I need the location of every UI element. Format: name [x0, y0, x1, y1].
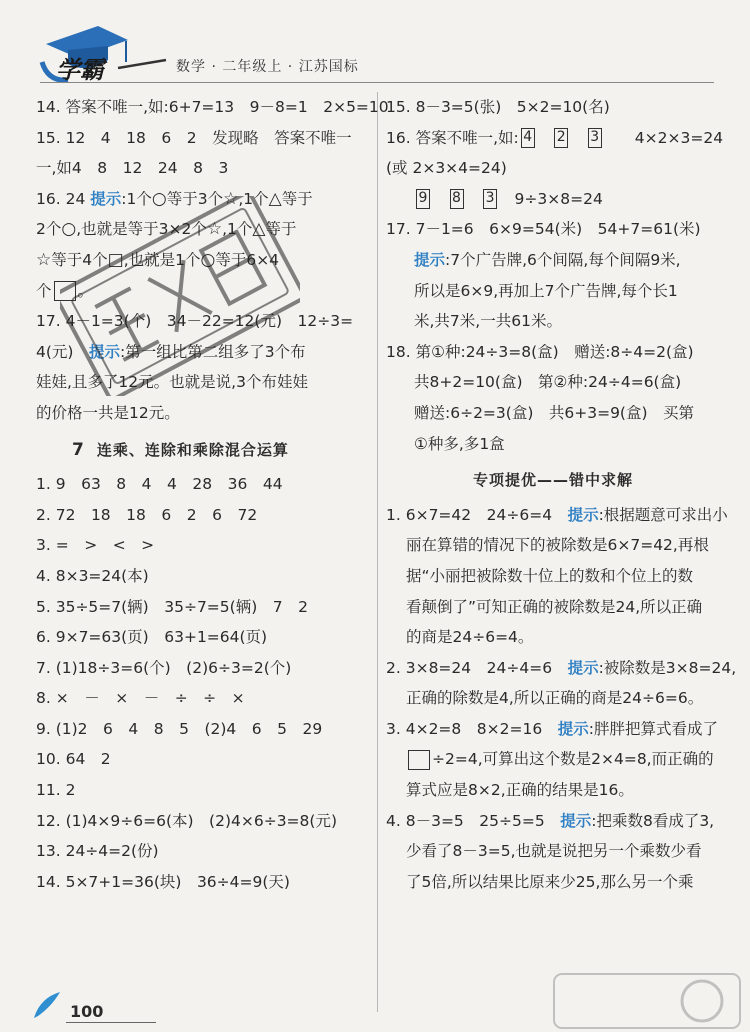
- s7-answer-10: 10. 64 2: [36, 750, 111, 769]
- answer-15-cont: 一,如4 8 12 24 8 3: [36, 159, 229, 178]
- triangle-icon: △: [252, 219, 266, 240]
- circle-icon: ○: [200, 249, 216, 270]
- answer-r18: 18. 第①种:24÷3=8(盒) 赠送:8÷4=2(盒): [386, 342, 694, 361]
- answer-17-line3: 娃娃,且多了12元。也就是说,3个布娃娃: [36, 373, 308, 392]
- answer-r18-3: 赠送:6÷2=3(盒) 共6+3=9(盒) 买第: [414, 403, 695, 422]
- tip-label: 提示: [557, 719, 589, 738]
- answer-16-line3: ☆等于4个□,也就是1个○等于6×4: [36, 249, 280, 270]
- blank-box-icon: [408, 750, 430, 770]
- circle-icon: ○: [61, 219, 77, 240]
- s7-answer-11: 11. 2: [36, 781, 76, 800]
- s7-answer-6: 6. 9×7=63(页) 63+1=64(页): [36, 628, 268, 647]
- tip-label: 提示: [88, 342, 120, 361]
- page-header: [0, 0, 750, 96]
- subject-label: 数学 · 二年级上 · 江苏国标: [176, 59, 359, 75]
- answer-16-line2: 2个○,也就是等于3×2个☆,1个△等于: [36, 219, 297, 240]
- blank-box-icon: [54, 281, 76, 301]
- answer-r15: 15. 8－3=5(张) 5×2=10(名): [386, 98, 610, 116]
- brand-logo-icon: [38, 22, 170, 86]
- sp-answer-2: 2. 3×8=24 24÷4=6 提示:被除数是3×8=24,: [386, 658, 737, 677]
- sp-answer-1-5: 的商是24÷6=4。: [406, 628, 534, 647]
- footer-rule: [66, 1022, 156, 1023]
- sp-answer-1-4: 看颠倒了”可知正确的被除数是24,所以正确: [406, 597, 703, 616]
- corner-watermark-icon: [552, 972, 742, 1030]
- page-number: 100: [70, 1002, 104, 1021]
- star-icon: ☆: [206, 219, 223, 240]
- s7-answer-8: 8. × － × － ÷ ÷ ×: [36, 689, 245, 708]
- answer-r16: 16. 答案不唯一,如: 4 2 3 4×2×3=24: [386, 128, 724, 147]
- s7-answer-5: 5. 35÷5=7(辆) 35÷7=5(辆) 7 2: [36, 597, 308, 616]
- sp-answer-4-2: 少看了8－3=5,也就是说把另一个乘数少看: [406, 842, 702, 861]
- tip-label: 提示: [560, 811, 592, 830]
- left-column: [36, 92, 389, 897]
- sp-answer-4-3: 了5倍,所以结果比原来少25,那么另一个乘: [406, 872, 694, 891]
- answer-r18-4: ①种多,多1盒: [414, 434, 505, 453]
- triangle-icon: △: [268, 188, 282, 209]
- s7-answer-12: 12. (1)4×9÷6=6(本) (2)4×6÷3=8(元): [36, 811, 337, 830]
- tip-label: 提示: [567, 505, 599, 524]
- tip-label: 提示: [567, 658, 599, 677]
- answer-17: 17. 4－1=3(个) 34－22=12(元) 12÷3=: [36, 312, 354, 331]
- column-divider: [377, 92, 378, 1012]
- answer-16-line4: 个 。: [36, 281, 94, 300]
- s7-answer-1: 1. 9 63 8 4 4 28 36 44: [36, 475, 283, 494]
- sp-answer-1-2: 丽在算错的情况下的被除数是6×7=42,再根: [406, 536, 709, 555]
- special-section-title: 专项提优——错中求解: [472, 471, 633, 490]
- s7-answer-3: 3. = > < >: [36, 536, 155, 555]
- sp-answer-2-2: 正确的除数是4,所以正确的商是24÷6=6。: [406, 689, 704, 708]
- brand-name: 学霸: [56, 56, 104, 84]
- square-icon: □: [107, 249, 124, 270]
- answer-r16-alt: (或 2×3×4=24): [386, 159, 507, 178]
- sp-answer-1-3: 据“小丽把被除数十位上的数和个位上的数: [406, 566, 694, 585]
- s7-answer-14: 14. 5×7+1=36(块) 36÷4=9(天): [36, 872, 290, 891]
- s7-answer-13: 13. 24÷4=2(份): [36, 842, 159, 861]
- tip-label: 提示: [90, 189, 122, 208]
- answer-r17-tip2: 所以是6×9,再加上7个广告牌,每个长1: [414, 281, 678, 300]
- sp-answer-3-2: ÷2=4,可算出这个数是2×4=8,而正确的: [386, 744, 720, 775]
- section-7-title: 7 连乘、连除和乘除混合运算: [72, 439, 289, 460]
- answer-r16-line3: 9 8 3 9÷3×8=24: [386, 184, 720, 215]
- answer-14: 14. 答案不唯一,如:6+7=13 9－8=1 2×5=10: [36, 98, 389, 116]
- pen-icon: [30, 988, 64, 1022]
- answer-15: 15. 12 4 18 6 2 发现略 答案不唯一: [36, 128, 352, 147]
- answer-r17-tip3: 米,共7米,一共61米。: [414, 312, 562, 331]
- header-rule: [40, 82, 714, 83]
- right-column: [386, 92, 737, 897]
- answer-17-line4: 的价格一共是12元。: [36, 403, 180, 422]
- s7-answer-2: 2. 72 18 18 6 2 6 72: [36, 505, 258, 524]
- sp-answer-1: 1. 6×7=42 24÷6=4 提示:根据题意可求出小: [386, 505, 728, 524]
- star-icon: ☆: [223, 188, 239, 209]
- answer-r18-2: 共8+2=10(盒) 第②种:24÷4=6(盒): [414, 373, 682, 392]
- tip-label: 提示: [414, 250, 446, 269]
- sp-answer-3: 3. 4×2=8 8×2=16 提示:胖胖把算式看成了: [386, 719, 718, 738]
- answer-17-line2: 4(元) 提示:第一组比第二组多了3个布: [36, 342, 306, 361]
- star-icon: ☆: [36, 249, 52, 270]
- sp-answer-4: 4. 8－3=5 25÷5=5 提示:把乘数8看成了3,: [386, 811, 715, 830]
- sp-answer-3-3: 算式应是8×2,正确的结果是16。: [406, 781, 634, 800]
- answer-r17: 17. 7－1=6 6×9=54(米) 54+7=61(米): [386, 220, 701, 239]
- s7-answer-9: 9. (1)2 6 4 8 5 (2)4 6 5 29: [36, 719, 323, 738]
- answer-16: 16. 24 提示:1个○等于3个☆,1个△等于: [36, 188, 313, 209]
- circle-icon: ○: [151, 188, 167, 209]
- s7-answer-7: 7. (1)18÷3=6(个) (2)6÷3=2(个): [36, 658, 292, 677]
- s7-answer-4: 4. 8×3=24(本): [36, 566, 149, 585]
- answer-r17-tip: 提示:7个广告牌,6个间隔,每个间隔9米,: [414, 250, 681, 269]
